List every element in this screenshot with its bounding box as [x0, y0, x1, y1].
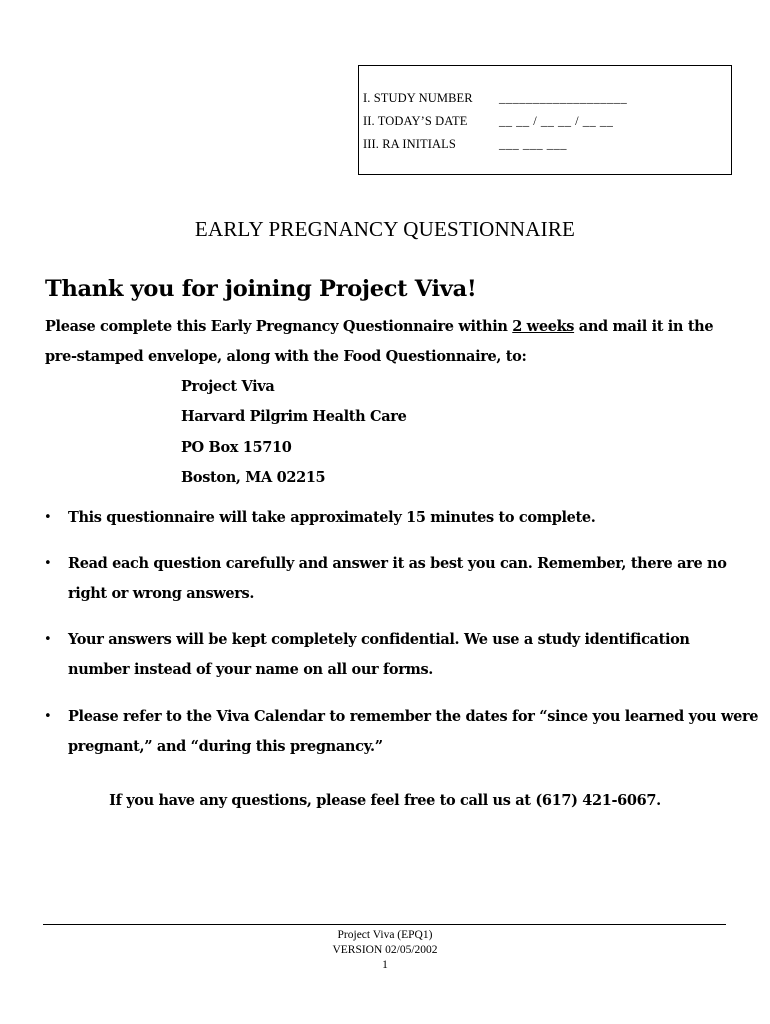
intro-text-a: Please complete this Early Pregnancy Questionnaire within — [45, 318, 513, 335]
ra-initials-row — [363, 137, 723, 152]
footer-version: VERSION 02/05/2002 — [332, 944, 438, 956]
study-number-field[interactable]: ___________________ — [499, 91, 628, 105]
bullet-icon: • — [44, 632, 52, 647]
intro-text-b: and mail it in the — [574, 318, 714, 335]
study-number-row — [363, 91, 723, 106]
todays-date-row — [363, 114, 723, 129]
bullet-4-line-1: Please refer to the Viva Calendar to remember the dates for “since you learned you were — [68, 708, 759, 725]
bullet-icon: • — [44, 709, 52, 724]
footer-divider — [43, 924, 726, 925]
address-line-4: Boston, MA 02215 — [181, 469, 326, 486]
deadline-emphasis: 2 weeks — [512, 318, 575, 335]
study-info-box — [358, 65, 732, 175]
page-title: EARLY PREGNANCY QUESTIONNAIRE — [194, 217, 576, 241]
bullet-2-line-1: Read each question carefully and answer it as best you can. Remember, there are no — [68, 555, 727, 572]
todays-date-field[interactable]: __ __ / __ __ / __ __ — [499, 114, 614, 128]
bullet-icon: • — [44, 556, 52, 571]
footer-project: Project Viva (EPQ1) — [337, 929, 433, 941]
thank-you-heading: Thank you for joining Project Viva! — [45, 276, 477, 302]
ra-initials-field[interactable]: ___ ___ ___ — [499, 137, 567, 151]
contact-line: If you have any questions, please feel free to call us at (617) 421-6067. — [109, 792, 661, 809]
bullet-3-line-1: Your answers will be kept completely confidential. We use a study identification — [68, 631, 690, 648]
address-line-3: PO Box 15710 — [181, 439, 292, 456]
bullet-2-line-2: right or wrong answers. — [68, 585, 255, 602]
address-line-1: Project Viva — [181, 378, 275, 395]
bullet-icon: • — [44, 510, 52, 525]
bullet-3-line-2: number instead of your name on all our forms. — [68, 661, 434, 678]
ra-initials-label: III. RA INITIALS — [363, 137, 456, 151]
intro-line-1 — [45, 318, 713, 335]
bullet-1-line-1: This questionnaire will take approximately 15 minutes to complete. — [68, 509, 596, 526]
todays-date-label: II. TODAY’S DATE — [363, 114, 468, 128]
bullet-4-line-2: pregnant,” and “during this pregnancy.” — [68, 738, 383, 755]
page-number: 1 — [382, 959, 388, 971]
intro-line-2: pre-stamped envelope, along with the Food Questionnaire, to: — [45, 348, 527, 365]
address-line-2: Harvard Pilgrim Health Care — [181, 408, 407, 425]
study-number-label: I. STUDY NUMBER — [363, 91, 473, 105]
